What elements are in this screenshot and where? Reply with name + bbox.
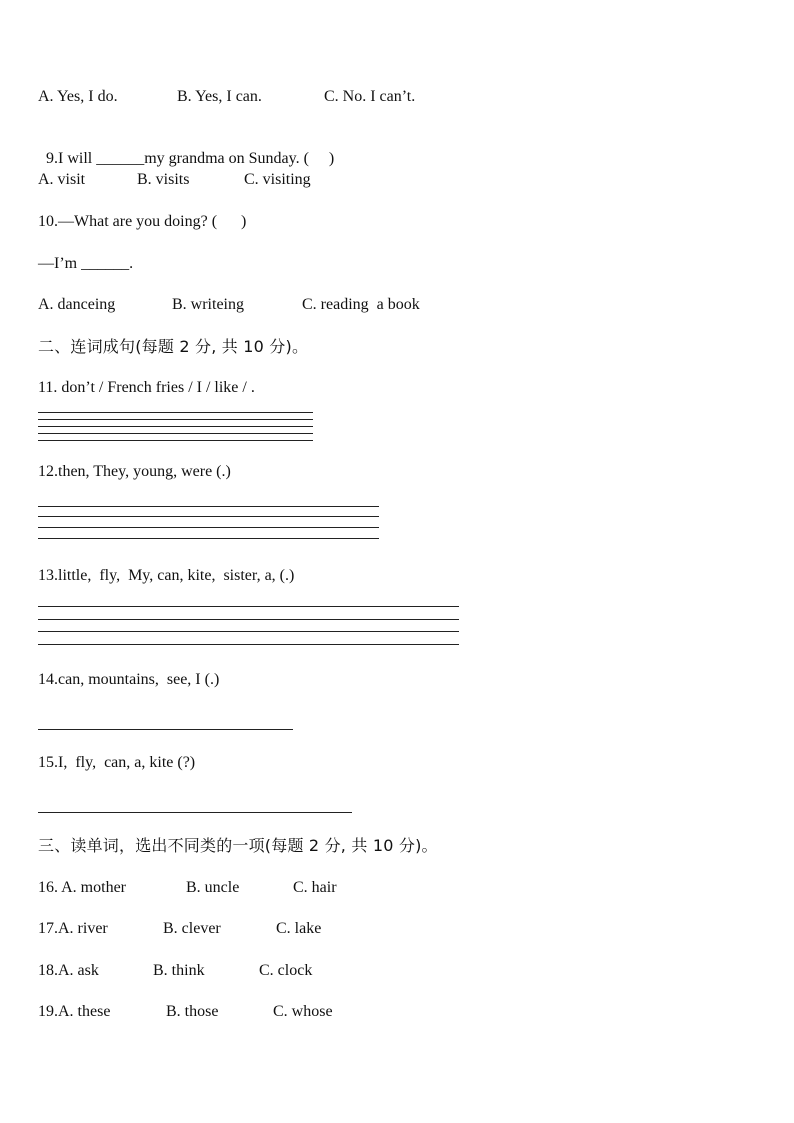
q11-answer-line-1 [38, 412, 313, 413]
q19-option-a: 19.A. these [38, 1003, 111, 1020]
q15-prompt: 15.I, fly, can, a, kite (?) [38, 754, 196, 771]
q9-question [38, 129, 334, 169]
q13-answer-line-2 [38, 619, 459, 620]
q9-suffix: my grandma on Sunday. ( ) [144, 150, 335, 167]
q11-answer-line-4 [38, 433, 313, 434]
q10-answer-line: —I’m ______. [38, 255, 134, 272]
q9-option-c: C. visiting [244, 171, 311, 188]
q13-answer-line-3 [38, 631, 459, 632]
q19-option-c: C. whose [273, 1003, 333, 1020]
q12-answer-line-2 [38, 516, 379, 517]
q13-prompt: 13.little, fly, My, can, kite, sister, a, (.) [38, 567, 295, 584]
q10-option-a: A. danceing [38, 296, 116, 313]
q9-blank: ______ [96, 150, 145, 167]
q15-answer-line [38, 812, 352, 813]
q10-option-b: B. writeing [172, 296, 244, 313]
section-2-heading: 二、连词成句(每题 2 分, 共 10 分)。 [38, 337, 309, 356]
q14-answer-line [38, 729, 293, 730]
q10-question: 10.—What are you doing? ( ) [38, 213, 247, 230]
q8-option-a: A. Yes, I do. [38, 88, 118, 105]
q18-option-b: B. think [153, 962, 205, 979]
q14-prompt: 14.can, mountains, see, I (.) [38, 671, 220, 688]
q12-prompt: 12.then, They, young, were (.) [38, 463, 231, 480]
q16-option-b: B. uncle [186, 879, 240, 896]
q13-answer-line-4 [38, 644, 459, 645]
q9-option-b: B. visits [137, 171, 190, 188]
q17-option-a: 17.A. river [38, 920, 108, 937]
q11-prompt: 11. don’t / French fries / I / like / . [38, 379, 255, 396]
q8-option-c: C. No. I can’t. [324, 88, 416, 105]
q10-option-c: C. reading a book [302, 296, 420, 313]
q16-option-c: C. hair [293, 879, 337, 896]
q11-answer-line-5 [38, 440, 313, 441]
q12-answer-line-1 [38, 506, 379, 507]
q12-answer-line-4 [38, 538, 379, 539]
q11-answer-line-2 [38, 419, 313, 420]
q11-answer-line-3 [38, 426, 313, 427]
q19-option-b: B. those [166, 1003, 219, 1020]
q13-answer-line-1 [38, 606, 459, 607]
section-3-heading: 三、读单词，选出不同类的一项(每题 2 分, 共 10 分)。 [38, 836, 438, 855]
q17-option-c: C. lake [276, 920, 322, 937]
q16-option-a: 16. A. mother [38, 879, 126, 896]
q9-prefix: 9.I will [46, 150, 97, 167]
q18-option-a: 18.A. ask [38, 962, 99, 979]
q9-option-a: A. visit [38, 171, 86, 188]
q8-option-b: B. Yes, I can. [177, 88, 262, 105]
q12-answer-line-3 [38, 527, 379, 528]
q17-option-b: B. clever [163, 920, 221, 937]
q18-option-c: C. clock [259, 962, 313, 979]
